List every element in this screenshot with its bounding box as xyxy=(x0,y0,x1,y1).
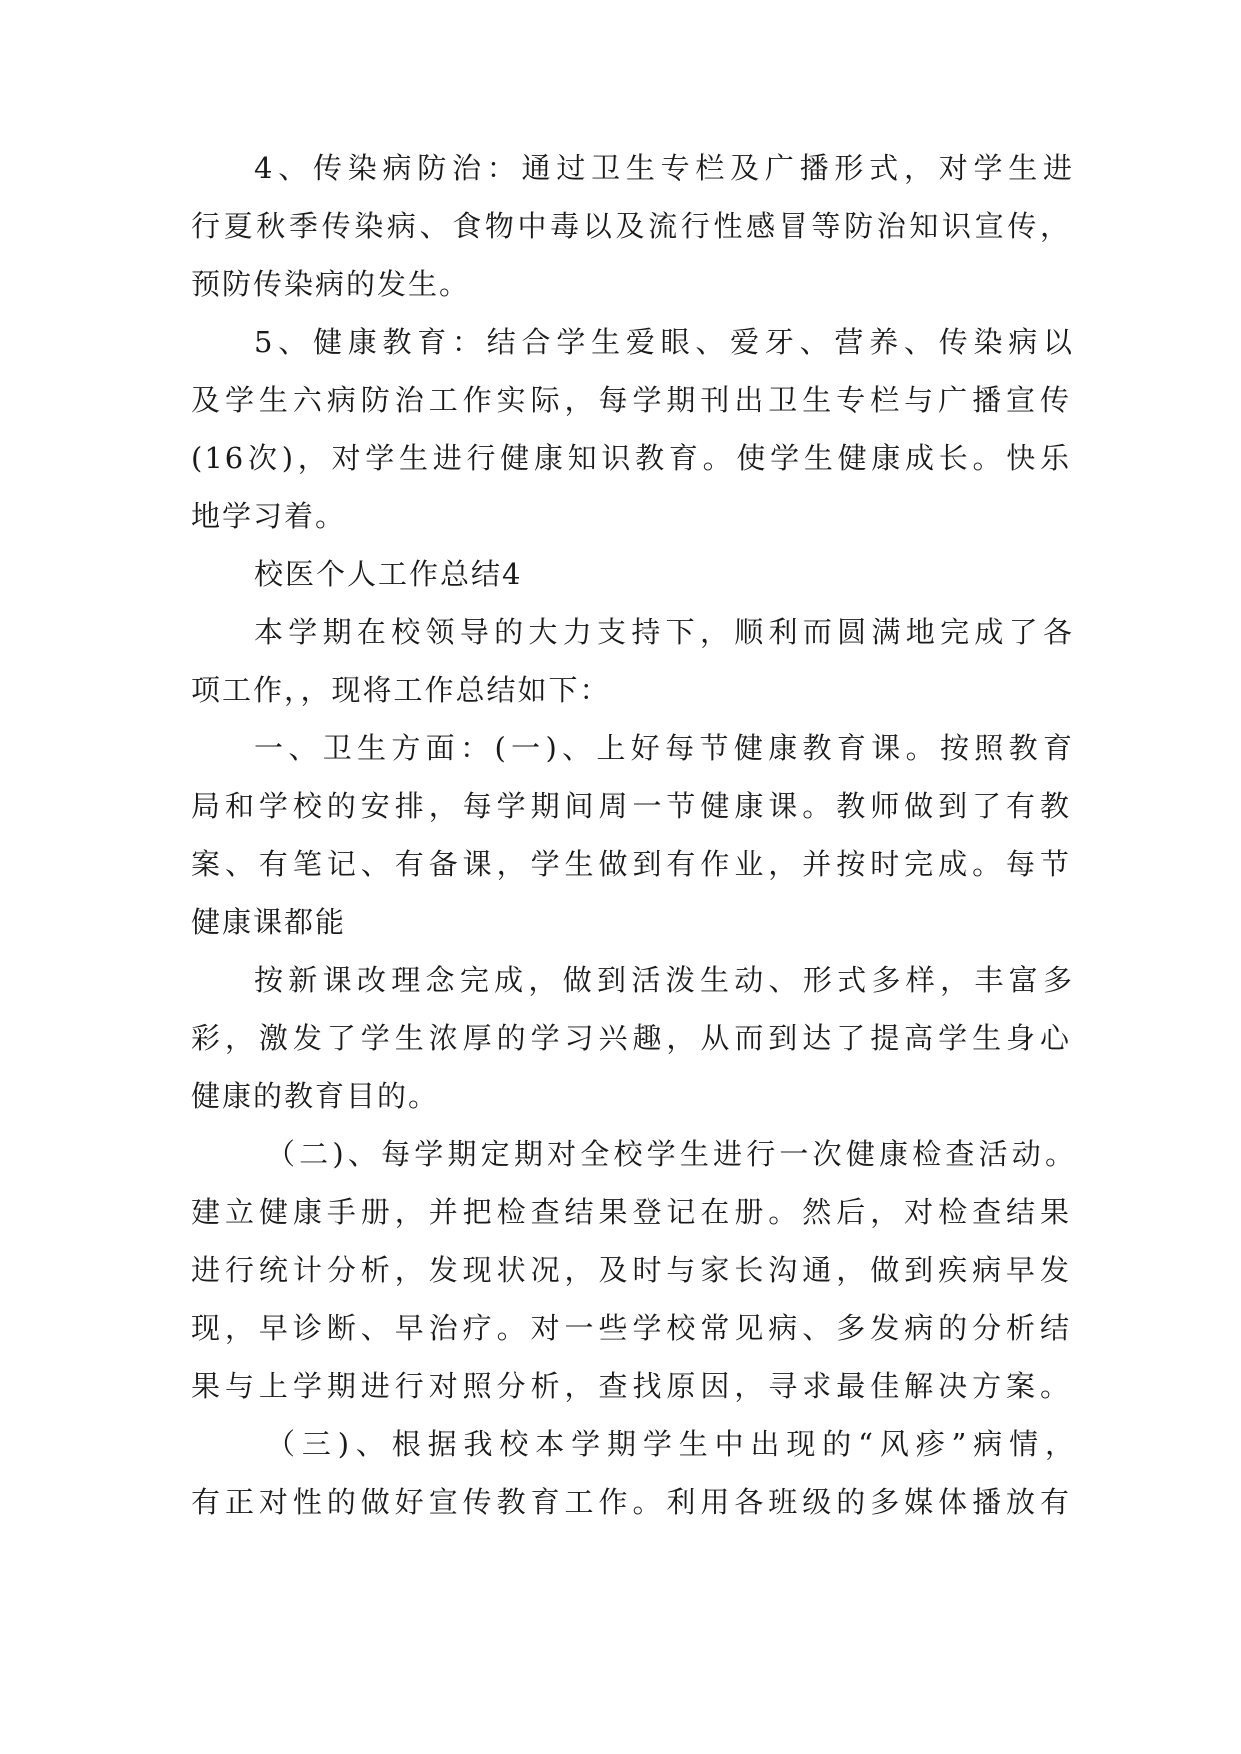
text-line-5: 及学生六病防治工作实际，每学期刊出卫生专栏与广播宣传 xyxy=(191,383,1071,417)
text-line-23: （三)、根据我校本学期学生中出现的“风疹”病情， xyxy=(266,1427,1076,1461)
text-line-6: (16次)，对学生进行健康知识教育。使学生健康成长。快乐 xyxy=(191,441,1071,475)
text-line-13: 案、有笔记、有备课，学生做到有作业，并按时完成。每节 xyxy=(191,847,1071,881)
text-line-7: 地学习着。 xyxy=(191,499,347,533)
text-line-17: 健康的教育目的。 xyxy=(191,1079,440,1113)
text-line-10: 项工作，，现将工作总结如下： xyxy=(191,673,611,707)
text-line-15: 按新课改理念完成，做到活泼生动、形式多样，丰富多 xyxy=(254,963,1074,997)
text-line-11: 一、卫生方面：(一)、上好每节健康教育课。按照教育 xyxy=(254,731,1074,765)
text-line-2: 行夏秋季传染病、食物中毒以及流行性感冒等防治知识宣传， xyxy=(191,209,1071,243)
text-line-18: （二)、每学期定期对全校学生进行一次健康检查活动。 xyxy=(266,1137,1076,1171)
text-line-14: 健康课都能 xyxy=(191,905,347,939)
text-line-1: 4、传染病防治：通过卫生专栏及广播形式，对学生进 xyxy=(254,151,1074,185)
section-heading: 校医个人工作总结4 xyxy=(254,557,523,591)
text-line-21: 现，早诊断、早治疗。对一些学校常见病、多发病的分析结 xyxy=(191,1311,1071,1345)
text-line-4: 5、健康教育：结合学生爱眼、爱牙、营养、传染病以 xyxy=(254,325,1074,359)
text-line-9: 本学期在校领导的大力支持下，顺利而圆满地完成了各 xyxy=(254,615,1074,649)
text-line-22: 果与上学期进行对照分析，查找原因，寻求最佳解决方案。 xyxy=(191,1369,1071,1403)
text-line-16: 彩，激发了学生浓厚的学习兴趣，从而到达了提高学生身心 xyxy=(191,1021,1071,1055)
text-line-3: 预防传染病的发生。 xyxy=(191,267,471,301)
text-line-20: 进行统计分析，发现状况，及时与家长沟通，做到疾病早发 xyxy=(191,1253,1071,1287)
text-line-24: 有正对性的做好宣传教育工作。利用各班级的多媒体播放有 xyxy=(191,1485,1071,1519)
text-line-19: 建立健康手册，并把检查结果登记在册。然后，对检查结果 xyxy=(191,1195,1071,1229)
text-line-12: 局和学校的安排，每学期间周一节健康课。教师做到了有教 xyxy=(191,789,1071,823)
